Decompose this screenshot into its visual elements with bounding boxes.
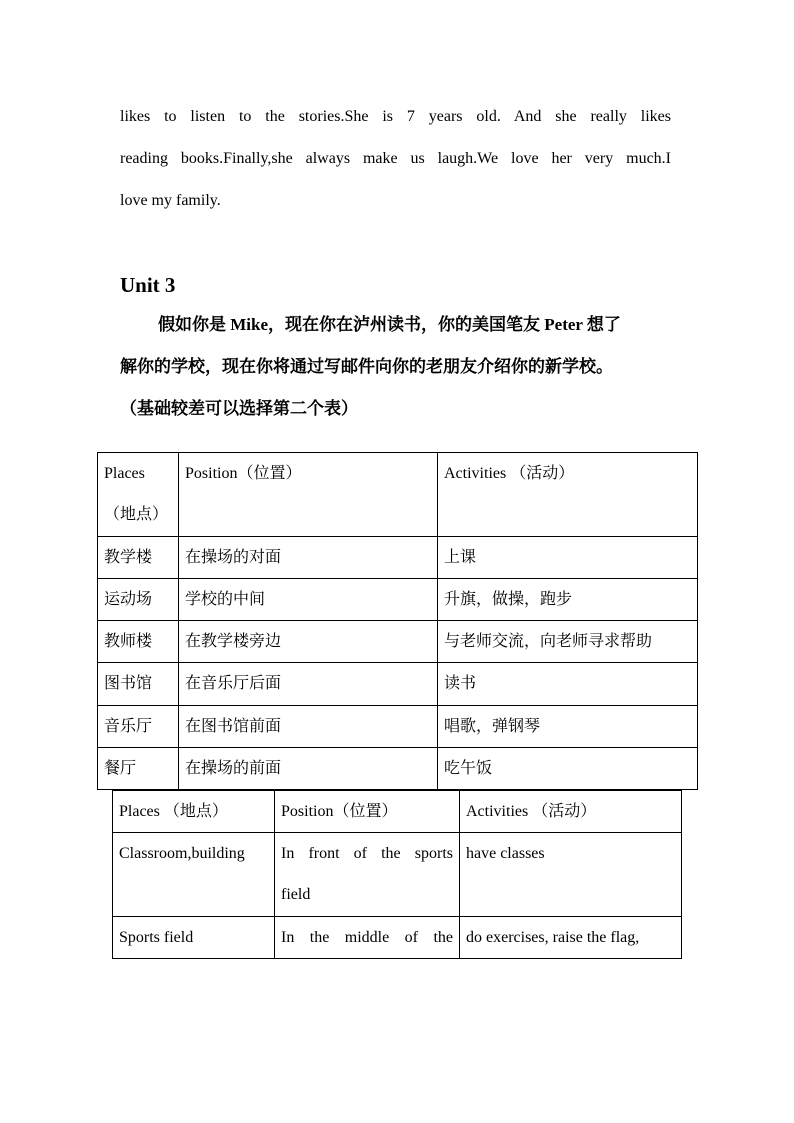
unit-title: Unit 3 <box>120 273 176 297</box>
header-activities <box>438 453 698 537</box>
cell-activity: 读书 <box>438 663 698 706</box>
cell-activity: do exercises, raise the flag, <box>460 917 682 959</box>
header-position: Position（位置） <box>275 791 460 833</box>
table-row <box>98 537 698 579</box>
table-row <box>113 917 682 959</box>
cell-position-line-2: field <box>281 886 311 903</box>
cell-position: 在操场的对面 <box>179 537 438 579</box>
paragraph-line-1: likes to listen to the stories.She is 7 years old. And she really likes <box>120 108 671 125</box>
cell-place: Classroom,building <box>113 833 275 917</box>
table-row <box>113 833 682 917</box>
places-table-chinese <box>97 452 698 790</box>
cell-place: 教师楼 <box>98 621 179 663</box>
paragraph-line-2: reading books.Finally,she always make us laugh.We love her very much.I <box>120 150 671 167</box>
table-row <box>98 663 698 706</box>
cell-position: 在教学楼旁边 <box>179 621 438 663</box>
header-places <box>98 453 179 537</box>
cell-activity: 吃午饭 <box>438 748 698 790</box>
cell-position: 在图书馆前面 <box>179 706 438 748</box>
cell-place: 音乐厅 <box>98 706 179 748</box>
table-row <box>98 706 698 748</box>
table-header-row <box>113 791 682 833</box>
cell-place: 图书馆 <box>98 663 179 706</box>
table-row <box>98 579 698 621</box>
header-position-label: Position（位置） <box>185 465 302 482</box>
prompt-line-1: 假如你是 Mike，现在你在泸州读书，你的美国笔友 Peter 想了 <box>158 315 621 334</box>
cell-activity: 升旗，做操，跑步 <box>438 579 698 621</box>
cell-place: 餐厅 <box>98 748 179 790</box>
cell-place: Sports field <box>113 917 275 959</box>
header-position <box>179 453 438 537</box>
header-places-zh: （地点） <box>104 506 169 523</box>
cell-activity: 上课 <box>438 537 698 579</box>
cell-place: 教学楼 <box>98 537 179 579</box>
cell-place: 运动场 <box>98 579 179 621</box>
places-table-english <box>112 790 682 959</box>
table-row <box>98 748 698 790</box>
header-activities-label: Activities （活动） <box>444 465 575 482</box>
header-activities: Activities （活动） <box>460 791 682 833</box>
cell-activity: 唱歌，弹钢琴 <box>438 706 698 748</box>
table-header-row <box>98 453 698 537</box>
cell-position: 学校的中间 <box>179 579 438 621</box>
cell-position <box>275 833 460 917</box>
header-places-en: Places <box>104 465 145 482</box>
cell-position: 在操场的前面 <box>179 748 438 790</box>
paragraph-line-3: love my family. <box>120 192 221 209</box>
prompt-line-3: （基础较差可以选择第二个表） <box>120 399 358 418</box>
header-places: Places （地点） <box>113 791 275 833</box>
cell-position: In the middle of the <box>275 917 460 959</box>
table-row <box>98 621 698 663</box>
cell-activity: 与老师交流，向老师寻求帮助 <box>438 621 698 663</box>
prompt-line-2: 解你的学校，现在你将通过写邮件向你的老朋友介绍你的新学校。 <box>120 357 613 376</box>
cell-activity: have classes <box>460 833 682 917</box>
cell-position: 在音乐厅后面 <box>179 663 438 706</box>
cell-position-line-1: In front of the sports <box>281 845 453 862</box>
